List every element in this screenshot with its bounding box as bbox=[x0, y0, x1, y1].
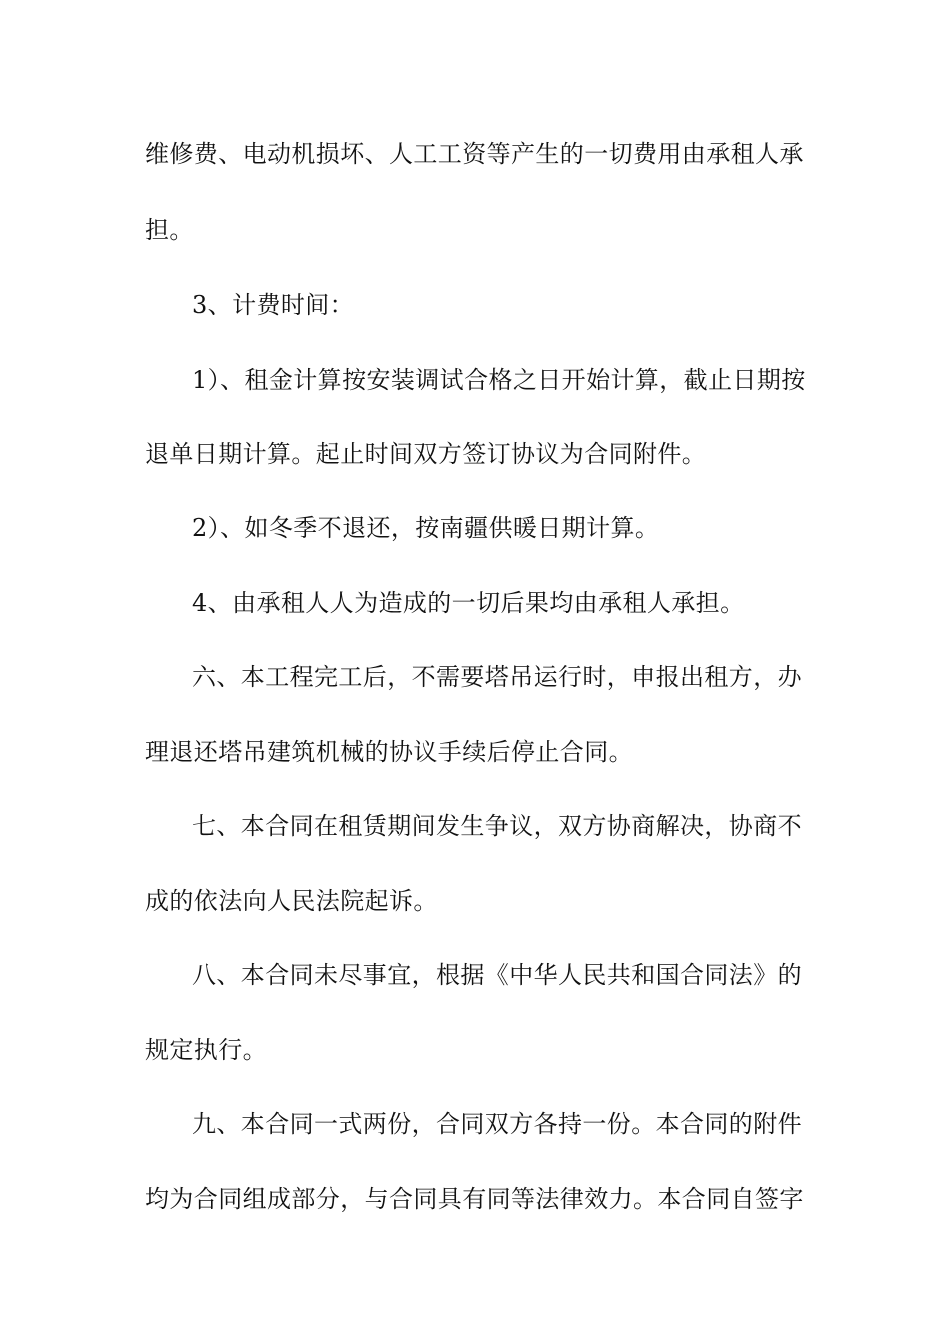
section-heading: 3、计费时间： bbox=[192, 291, 355, 319]
paragraph-line: 六、本工程完工后，不需要塔吊运行时，申报出租方，办 bbox=[192, 663, 802, 691]
paragraph-line: 均为合同组成部分，与合同具有同等法律效力。本合同自签字 bbox=[145, 1185, 804, 1213]
paragraph-line: 理退还塔吊建筑机械的协议手续后停止合同。 bbox=[145, 738, 633, 766]
paragraph-line: 规定执行。 bbox=[145, 1036, 267, 1064]
paragraph-line: 维修费、电动机损坏、人工工资等产生的一切费用由承租人承 bbox=[145, 140, 804, 168]
paragraph-line: 七、本合同在租赁期间发生争议，双方协商解决，协商不 bbox=[192, 812, 802, 840]
paragraph-line: 退单日期计算。起止时间双方签订协议为合同附件。 bbox=[145, 440, 707, 468]
paragraph-line: 1）、租金计算按安装调试合格之日开始计算，截止日期按 bbox=[192, 366, 806, 394]
paragraph-line: 八、本合同未尽事宜，根据《中华人民共和国合同法》的 bbox=[192, 961, 802, 989]
paragraph-line: 4、由承租人人为造成的一切后果均由承租人承担。 bbox=[192, 589, 745, 617]
paragraph-line: 2）、如冬季不退还，按南疆供暖日期计算。 bbox=[192, 514, 660, 542]
paragraph-line: 担。 bbox=[145, 216, 194, 244]
paragraph-line: 九、本合同一式两份，合同双方各持一份。本合同的附件 bbox=[192, 1110, 802, 1138]
paragraph-line: 成的依法向人民法院起诉。 bbox=[145, 887, 438, 915]
